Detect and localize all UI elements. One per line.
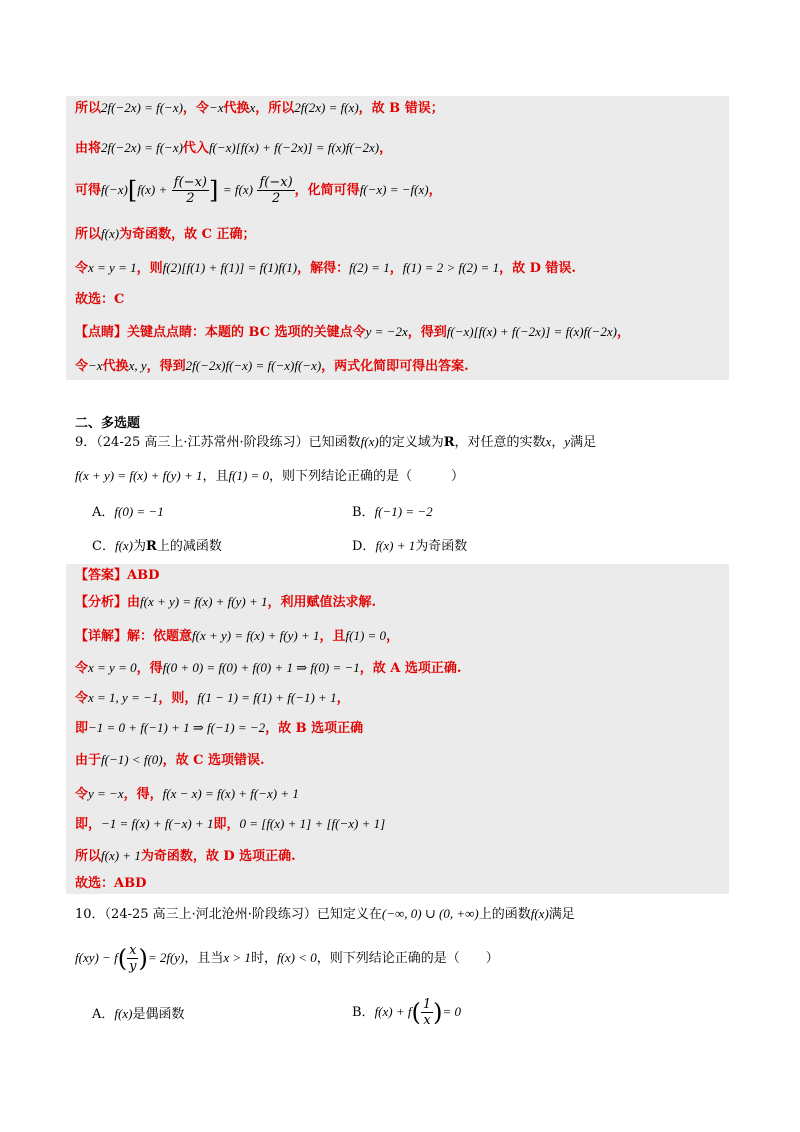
q8-sol-line-4 xyxy=(75,224,255,245)
math: f(2)[f(1) + f(1)] = f(1)f(1) xyxy=(162,260,298,275)
text: 由将 xyxy=(75,141,102,156)
math: f(0) = −1 xyxy=(114,504,164,519)
q9-step-3 xyxy=(75,718,363,739)
q9-step-2 xyxy=(75,688,350,709)
q9-option-d xyxy=(352,536,467,557)
text: 为奇函数，故 D 选项正确. xyxy=(140,849,296,864)
math: f(1) = 2 > f(2) = 1 xyxy=(402,260,500,275)
math: f(x) + 1 xyxy=(375,538,416,553)
math: f(−x) xyxy=(101,182,128,197)
text: 即 xyxy=(75,721,89,736)
q8-sol-line-1 xyxy=(75,98,444,119)
q9-step-4 xyxy=(75,750,265,771)
q9-step-5 xyxy=(75,784,299,805)
text: ，利用赋值法求解. xyxy=(267,595,377,610)
math: 0 = [f(x) + 1] + [f(−x) + 1] xyxy=(239,816,386,831)
math: x, y xyxy=(128,358,147,373)
math: = 0 xyxy=(442,1004,462,1019)
text: ，所以 xyxy=(255,101,295,116)
q9-step-1 xyxy=(75,658,461,679)
q10-option-a xyxy=(92,1004,184,1025)
left-paren: ( xyxy=(411,998,421,1027)
text: 10．（24-25 高三上·河北沧州·阶段练习）已知定义在 xyxy=(75,907,382,922)
text: 满足 xyxy=(548,907,575,922)
text: 令 xyxy=(75,359,89,374)
text: 所以 xyxy=(75,101,102,116)
math: 2f(−2x) = f(−x) xyxy=(101,100,183,115)
q9-option-a xyxy=(92,502,164,523)
text: 为 xyxy=(133,539,147,554)
text: 可得 xyxy=(75,183,102,198)
text: ，且 xyxy=(319,629,346,644)
text: 【分析】由 xyxy=(75,595,141,610)
math: −1 = 0 + f(−1) + 1 ⇒ f(−1) = −2 xyxy=(88,720,266,735)
numerator: 1 xyxy=(422,997,432,1012)
option-label: B． xyxy=(352,505,375,520)
math: f(1 − 1) = f(1) + f(−1) + 1 xyxy=(197,690,337,705)
math: f(x + y) = f(x) + f(y) + 1 xyxy=(192,628,320,643)
text: 令 xyxy=(75,787,89,802)
text: 满足 xyxy=(570,435,597,450)
text: ，解得： xyxy=(297,261,350,276)
text: ，且 xyxy=(202,469,229,484)
numerator: x xyxy=(127,943,138,959)
math: f(−1) < f(0) xyxy=(101,752,163,767)
text: ，则 xyxy=(136,261,163,276)
math: f(x) + 1 xyxy=(101,848,141,863)
math: f(x) + xyxy=(137,182,168,197)
text: 为奇函数，故 C 正确； xyxy=(119,227,256,242)
text: 所以 xyxy=(75,849,102,864)
right-bracket: ] xyxy=(208,176,219,205)
q10-stem-line-1 xyxy=(75,904,575,925)
text: 令 xyxy=(75,691,89,706)
math: f(x) xyxy=(530,906,549,921)
text: 【点睛】关键点点睛：本题的 BC 选项的关键点令 xyxy=(75,325,366,340)
text: ， xyxy=(428,183,442,198)
math: x = y = 0 xyxy=(88,660,137,675)
text: 令 xyxy=(75,261,89,276)
text: ，两式化简即可得出答案. xyxy=(321,359,469,374)
text: ， xyxy=(551,435,565,450)
text: ，得， xyxy=(123,787,163,802)
q8-sol-line-3 xyxy=(75,170,442,211)
text: ，得到 xyxy=(407,325,447,340)
text: ， xyxy=(336,691,350,706)
math: y xyxy=(564,434,571,449)
text: ， xyxy=(616,325,630,340)
option-label: B． xyxy=(352,1005,375,1020)
q8-sol-line-2 xyxy=(75,138,392,159)
text: 【详解】解：依题意 xyxy=(75,629,193,644)
q9-stem-line-2 xyxy=(75,466,464,487)
numerator: f(−x) xyxy=(259,175,293,190)
math: y = −x xyxy=(88,786,124,801)
math: x xyxy=(545,434,552,449)
text: ，得 xyxy=(136,661,163,676)
fraction xyxy=(127,943,138,974)
text: ，则下列结论正确的是（ ） xyxy=(316,951,499,966)
text: ，则， xyxy=(158,691,198,706)
math: (−∞, 0) ∪ (0, +∞) xyxy=(381,906,479,921)
math: f(−x)[f(x) + f(−2x)] = f(x)f(−2x) xyxy=(446,324,617,339)
text: ，且当 xyxy=(184,951,224,966)
q9-answer: 【答案】ABD xyxy=(75,568,160,583)
text: 9．（24-25 高三上·江苏常州·阶段练习）已知函数 xyxy=(75,435,361,450)
math: 2f(−2x) = f(−x) xyxy=(101,140,183,155)
q9-option-b xyxy=(352,502,433,523)
math: y = −2x xyxy=(365,324,408,339)
text: 代入 xyxy=(182,141,209,156)
math: f(−x) = −f(x) xyxy=(359,182,429,197)
math: f(x) < 0 xyxy=(276,950,317,965)
math: f(x + y) = f(x) + f(y) + 1 xyxy=(75,468,203,483)
math: R xyxy=(146,539,157,554)
q9-step-6 xyxy=(75,814,385,835)
text: 所以 xyxy=(75,227,102,242)
text: 时， xyxy=(250,951,277,966)
fraction xyxy=(421,997,433,1028)
q9-analysis xyxy=(75,592,376,613)
q9-step-7 xyxy=(75,846,296,867)
denominator: y xyxy=(129,959,137,974)
math: f(1) = 0 xyxy=(345,628,387,643)
math: f(x) xyxy=(114,538,133,553)
text: 上的减函数 xyxy=(156,539,222,554)
math: f(−x)[f(x) + f(−2x)] = f(x)f(−2x) xyxy=(208,140,380,155)
text: ，故 B 错误； xyxy=(358,101,444,116)
fraction xyxy=(172,175,209,206)
text: ，得到 xyxy=(146,359,186,374)
right-paren: ) xyxy=(138,944,148,973)
left-paren: ( xyxy=(117,944,128,973)
option-label: D． xyxy=(352,539,376,554)
math: −x xyxy=(88,358,103,373)
denominator: 2 xyxy=(271,191,281,206)
text: 代换 xyxy=(102,359,129,374)
text: 上的函数 xyxy=(478,907,531,922)
text: 是偶函数 xyxy=(132,1007,185,1022)
math: f(xy) − f xyxy=(75,950,118,965)
math: f(2) = 1 xyxy=(349,260,390,275)
text: ，化简可得 xyxy=(294,183,360,198)
text: ，则下列结论正确的是（ ） xyxy=(269,469,465,484)
text: 由于 xyxy=(75,753,102,768)
math: x = 1, y = −1 xyxy=(88,690,159,705)
text: 为奇函数 xyxy=(415,539,468,554)
q8-sol-line-6: 故选：C xyxy=(75,292,125,307)
fraction xyxy=(257,175,294,206)
math: 2f(−2x)f(−x) = f(−x)f(−x) xyxy=(185,358,322,373)
text: ，故 B 选项正确 xyxy=(265,721,364,736)
left-bracket: [ xyxy=(127,176,138,205)
option-label: A． xyxy=(92,1007,115,1022)
text: 的定义域为 xyxy=(378,435,444,450)
math: 2f(2x) = f(x) xyxy=(294,100,359,115)
math: x xyxy=(249,100,256,115)
math: −1 = f(x) + f(−x) + 1 xyxy=(101,816,214,831)
math: f(x + y) = f(x) + f(y) + 1 xyxy=(140,594,268,609)
text: ，对任意的实数 xyxy=(454,435,546,450)
math: f(−1) = −2 xyxy=(374,504,433,519)
text: ， xyxy=(386,629,400,644)
q8-sol-line-8 xyxy=(75,356,469,377)
text: ，故 D 错误. xyxy=(499,261,576,276)
q8-sol-line-5 xyxy=(75,258,576,279)
q8-sol-line-7 xyxy=(75,322,630,343)
q9-stem-line-1 xyxy=(75,432,596,453)
math: f(x) xyxy=(101,226,120,241)
text: ， xyxy=(379,141,393,156)
math: f(0 + 0) = f(0) + f(0) + 1 ⇒ f(0) = −1 xyxy=(162,660,360,675)
q9-detail xyxy=(75,626,399,647)
math: f(x) xyxy=(114,1006,133,1021)
math: f(x) xyxy=(360,434,379,449)
text: ， xyxy=(389,261,403,276)
numerator: f(−x) xyxy=(173,175,207,190)
q10-stem-line-2 xyxy=(75,938,499,979)
math: x = y = 1 xyxy=(88,260,137,275)
text: 即， xyxy=(213,817,240,832)
option-label: A． xyxy=(92,505,115,520)
right-paren: ) xyxy=(433,998,443,1027)
math: f(x) + f xyxy=(374,1004,412,1019)
section-title: 二、多选题 xyxy=(75,416,141,431)
denominator: x xyxy=(423,1013,431,1028)
text: ，令 xyxy=(182,101,209,116)
math: f(1) = 0 xyxy=(228,468,270,483)
q9-final: 故选：ABD xyxy=(75,876,147,891)
math: f(x − x) = f(x) + f(−x) + 1 xyxy=(162,786,299,801)
denominator: 2 xyxy=(186,191,195,206)
math: = f(x) xyxy=(222,182,253,197)
option-label: C． xyxy=(92,539,115,554)
text: ，故 A 选项正确. xyxy=(359,661,462,676)
math: = 2f(y) xyxy=(147,950,185,965)
math: −x xyxy=(208,100,224,115)
text: 代换 xyxy=(223,101,250,116)
q10-option-b xyxy=(352,992,461,1033)
q9-option-c xyxy=(92,536,222,557)
text: 令 xyxy=(75,661,89,676)
math: R xyxy=(443,435,455,450)
text: ，故 C 选项错误. xyxy=(162,753,265,768)
math: x > 1 xyxy=(223,950,251,965)
text: 即， xyxy=(75,817,102,832)
